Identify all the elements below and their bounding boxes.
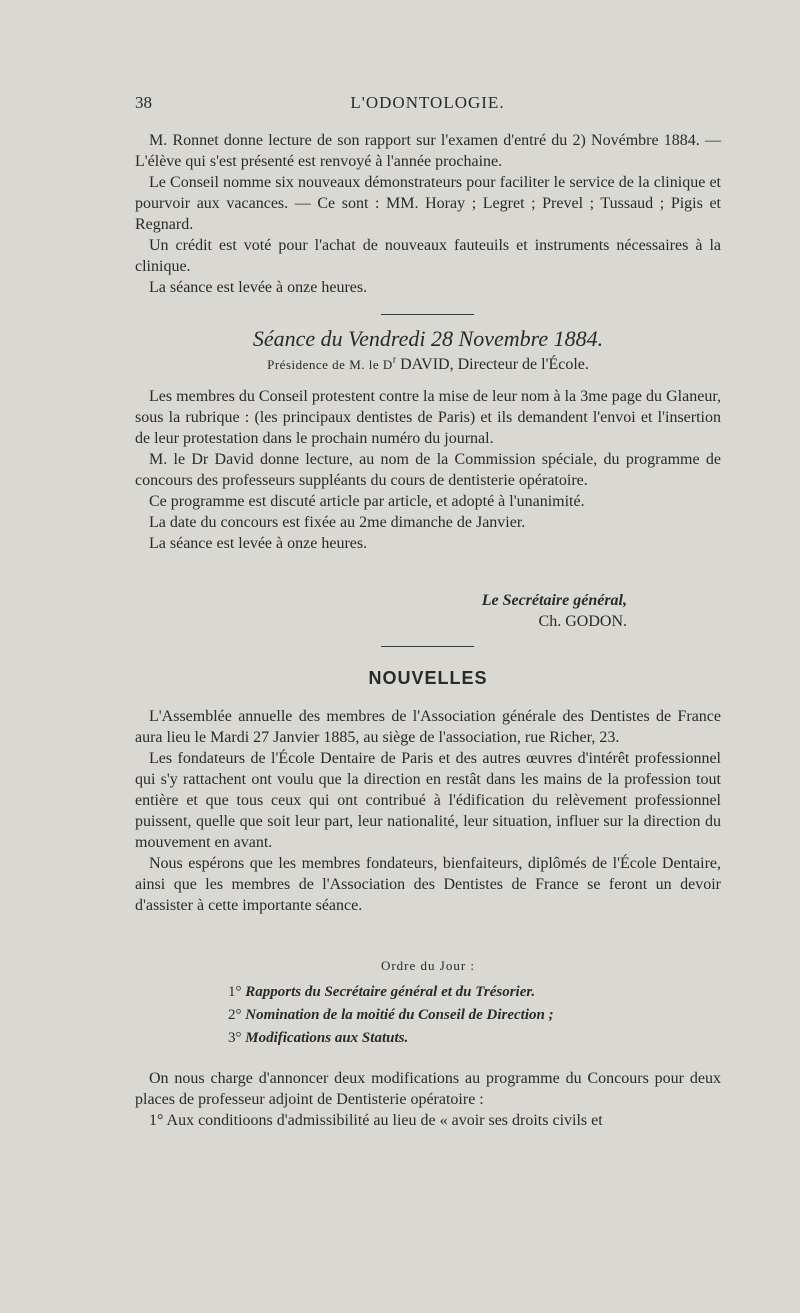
agenda-item — [228, 981, 554, 1004]
closing-text — [135, 1068, 721, 1131]
seance-title: Séance du Vendredi 28 Novembre 1884. — [252, 326, 604, 351]
signature-name: Ch. GODON. — [538, 613, 627, 630]
paragraph: On nous charge d'annoncer deux modifications au programme du Concours pour deux places de professeur adjoint de Dentisterie opératoire : — [135, 1070, 721, 1108]
minutes-block-1 — [135, 130, 721, 298]
paragraph: Un crédit est voté pour l'achat de nouveaux fauteuils et instruments nécessaires à la clinique. — [135, 237, 721, 275]
paragraph: Le Conseil nomme six nouveaux démonstrateurs pour faciliter le service de la clinique et pourvoir aux vacances. — Ce sont : MM. Horay ; Legret ; Prevel ; Tussaud ; Pigis et Regnard. — [135, 174, 721, 233]
page-header — [135, 93, 720, 115]
agenda-text: Modifications aux Statuts. — [245, 1030, 409, 1046]
paragraph: Les membres du Conseil protestent contre la mise de leur nom à la 3me page du Glaneur, sous la rubrique : (les principaux dentistes de Paris) et ils demandent l'envoi et l'insertion de leur protestation dans le prochain numéro du journal. — [135, 388, 721, 447]
paragraph: M. le Dr David donne lecture, au nom de la Commission spéciale, du programme de concours des professeurs suppléants du cours de dentisterie opératoire. — [135, 451, 721, 489]
paragraph: 1° Aux conditioons d'admissibilité au lieu de « avoir ses droits civils et — [149, 1112, 603, 1129]
agenda-number: 1° — [228, 984, 242, 1000]
nouvelles-body — [135, 706, 721, 916]
agenda-item — [228, 1027, 554, 1050]
agenda-item — [228, 1004, 554, 1027]
agenda-list — [228, 981, 554, 1050]
signature-role: Le Secrétaire général, — [481, 592, 627, 609]
paragraph: La séance est levée à onze heures. — [149, 279, 368, 296]
paragraph: Nous espérons que les membres fondateurs, bienfaiteurs, diplômés de l'École Dentaire, ainsi que les membres de l'Association des Dentistes de France se feront un devoir d'assister à cette importante séance. — [135, 855, 721, 914]
running-title: L'ODONTOLOGIE. — [350, 93, 505, 112]
agenda-number: 2° — [228, 1007, 242, 1023]
agenda-text: Rapports du Secrétaire général et du Trésorier. — [245, 984, 536, 1000]
agenda-number: 3° — [228, 1030, 242, 1046]
presidence-sup: r — [392, 354, 397, 366]
paragraph: Ce programme est discuté article par article, et adopté à l'unanimité. — [149, 493, 585, 510]
section-divider — [381, 646, 474, 647]
paragraph: La séance est levée à onze heures. — [149, 535, 368, 552]
paragraph: L'Assemblée annuelle des membres de l'Association générale des Dentistes de France aura lieu le Mardi 27 Janvier 1885, au siège de l'association, rue Richer, 23. — [135, 708, 721, 746]
presidence-line — [135, 356, 721, 374]
paragraph: M. Ronnet donne lecture de son rapport sur l'examen d'entré du 2) Novémbre 1884. — L'élève qui s'est présenté est renvoyé à l'année prochaine. — [135, 132, 721, 170]
paragraph: La date du concours est fixée au 2me dimanche de Janvier. — [149, 514, 526, 531]
presidence-name: DAVID, Directeur de l'École. — [396, 356, 589, 373]
signature-block — [135, 590, 627, 632]
page-number: 38 — [135, 93, 152, 112]
section-divider — [381, 314, 474, 315]
ordre-du-jour-heading: Ordre du Jour : — [380, 958, 476, 973]
minutes-block-2 — [135, 386, 721, 554]
paragraph: Les fondateurs de l'École Dentaire de Paris et des autres œuvres d'intérêt professionnel qui s'y rattachent ont voulu que la direction en restât dans les mains de la profession tout entière et que tous ceux qui ont contribué à l'édification du relèvement professionnel puissent, quelle que soit leur part, leur nationalité, leur situation, influer sur la direction du mouvement en avant. — [135, 750, 721, 851]
nouvelles-heading: NOUVELLES — [368, 668, 488, 688]
presidence-prefix: Présidence de M. le D — [267, 357, 393, 372]
agenda-text: Nomination de la moitié du Conseil de Direction ; — [245, 1007, 554, 1023]
